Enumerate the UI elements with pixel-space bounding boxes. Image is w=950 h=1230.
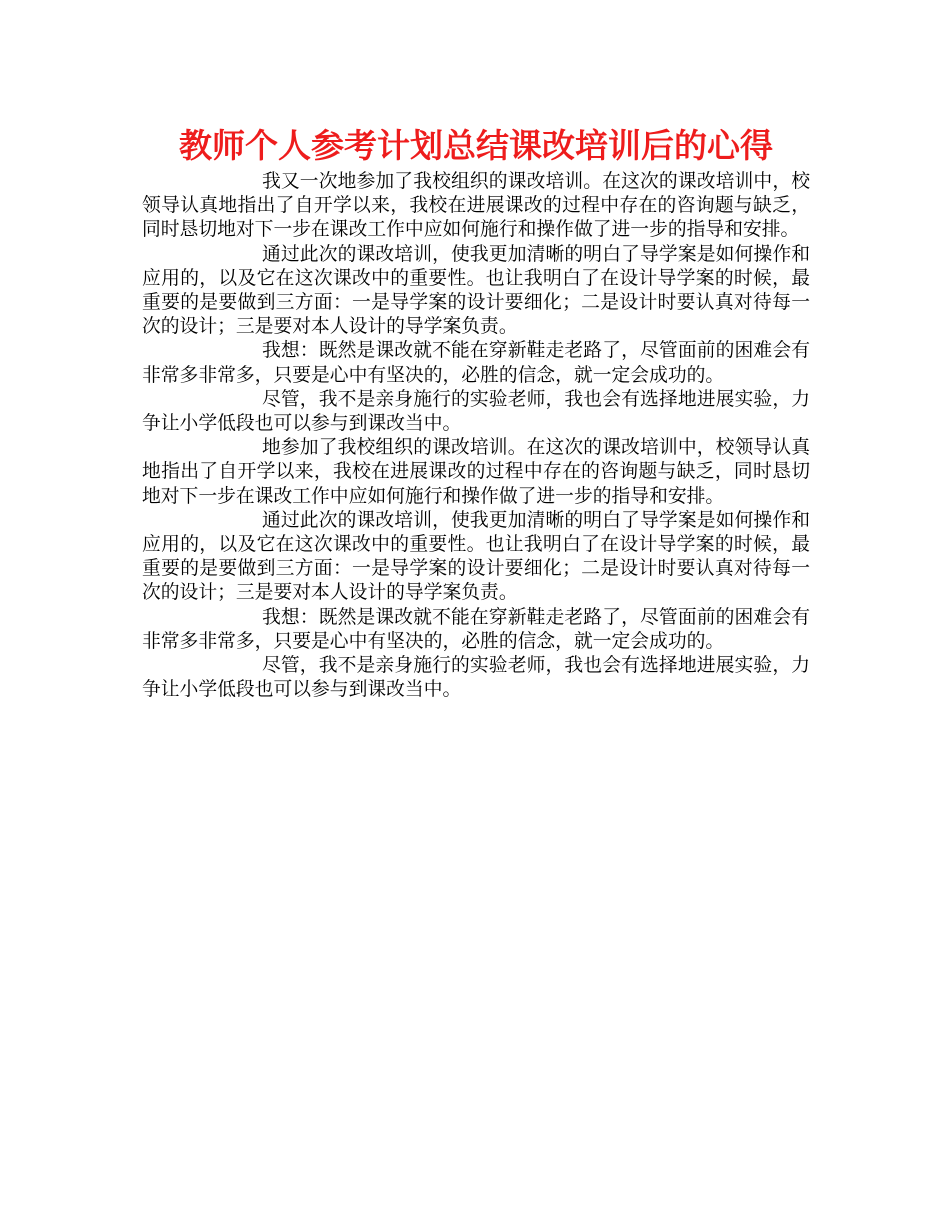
paragraph-5: 地参加了我校组织的课改培训。在这次的课改培训中，校领导认真地指出了自开学以来，我校在进展课改的过程中存在的咨询题与缺乏，同时恳切地对下一步在课改工作中应如何施行和操作做了进一步的指导和安排。 — [142, 437, 810, 507]
document-title: 教师个人参考计划总结课改培训后的心得 — [179, 126, 773, 165]
document-page — [142, 122, 810, 702]
paragraph-7: 我想：既然是课改就不能在穿新鞋走老路了，尽管面前的困难会有非常多非常多，只要是心中有坚决的，必胜的信念，就一定会成功的。 — [142, 606, 810, 652]
paragraph-6: 通过此次的课改培训，使我更加清晰的明白了导学案是如何操作和应用的，以及它在这次课改中的重要性。也让我明白了在设计导学案的时候，最重要的是要做到三方面：一是导学案的设计要细化；二是设计时要认真对待每一次的设计；三是要对本人设计的导学案负责。 — [142, 509, 810, 604]
paragraph-2: 通过此次的课改培训，使我更加清晰的明白了导学案是如何操作和应用的，以及它在这次课改中的重要性。也让我明白了在设计导学案的时候，最重要的是要做到三方面：一是导学案的设计要细化；二是设计时要认真对待每一次的设计；三是要对本人设计的导学案负责。 — [142, 243, 810, 338]
document-body — [142, 170, 810, 702]
paragraph-1: 我又一次地参加了我校组织的课改培训。在这次的课改培训中，校领导认真地指出了自开学以来，我校在进展课改的过程中存在的咨询题与缺乏，同时恳切地对下一步在课改工作中应如何施行和操作做了进一步的指导和安排。 — [142, 171, 810, 241]
paragraph-4: 尽管，我不是亲身施行的实验老师，我也会有选择地进展实验，力争让小学低段也可以参与到课改当中。 — [142, 388, 810, 435]
paragraph-3: 我想：既然是课改就不能在穿新鞋走老路了，尽管面前的困难会有非常多非常多，只要是心中有坚决的，必胜的信念，就一定会成功的。 — [142, 340, 810, 386]
paragraph-8: 尽管，我不是亲身施行的实验老师，我也会有选择地进展实验，力争让小学低段也可以参与到课改当中。 — [142, 655, 810, 701]
